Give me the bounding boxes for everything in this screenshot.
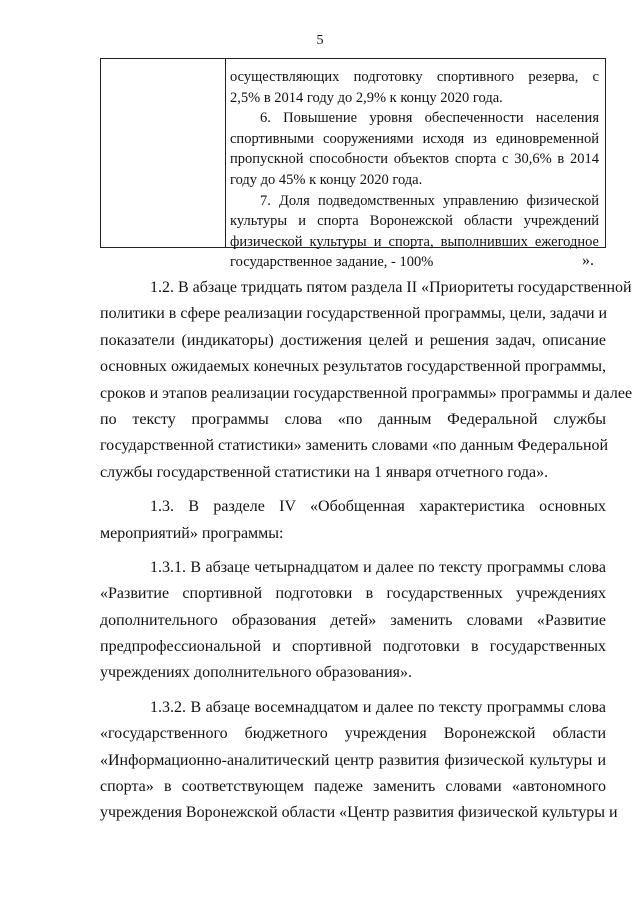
paragraph [100, 275, 633, 486]
paragraph-line: сроков и этапов реализации государственной программы» программы и далее [100, 384, 633, 402]
page-number: 5 [316, 33, 324, 48]
paragraph-line: учреждениях дополнительного образования». [100, 664, 413, 682]
table-cell-line: осуществляющих подготовку спортивного резерва, с [230, 69, 599, 85]
paragraph-gap [100, 486, 606, 494]
table-cell-line: государственное задание, - 100% [230, 254, 434, 271]
paragraph-line: 1.2. В абзаце тридцать пятом раздела II «Приоритеты государственной [150, 279, 632, 296]
paragraph-line: основных ожидаемых конечных результатов государственной программы, [100, 358, 606, 376]
paragraph-line: политики в сфере реализации государственной программы, цели, задачи и [100, 305, 608, 323]
paragraph-line: 1.3. В разделе IV «Обобщенная характеристика основных [150, 498, 606, 516]
paragraph-line: «государственного бюджетного учреждения Воронежской области [100, 725, 606, 743]
paragraph-line: «Информационно-аналитический центр развития физической культуры и [100, 751, 606, 769]
paragraph-line: службы государственной статистики на 1 января отчетного года». [100, 463, 549, 481]
table-cell-line: физической культуры и спорта, выполнивших ежегодное [230, 233, 599, 250]
paragraph-line: государственной статистики» заменить словами «по данным Федеральной [100, 437, 609, 455]
paragraph-gap [100, 547, 606, 555]
paragraph-line: дополнительного образования детей» заменить словами «Развитие [100, 611, 606, 629]
paragraph [100, 494, 606, 547]
paragraph-line: 1.3.1. В абзаце четырнадцатом и далее по тексту программы слова [150, 558, 606, 576]
table-cell-line: 6. Повышение уровня обеспеченности населения [260, 110, 599, 127]
table-text-cell [230, 67, 599, 273]
table-cell-line: культуры и спорта Воронежской области учреждений [230, 213, 599, 230]
paragraph-line: предпрофессиональной и спортивной подготовки в государственных [100, 638, 606, 656]
paragraph-line: учреждения Воронежской области «Центр развития физической культуры и [100, 804, 618, 822]
paragraph-line: показатели (индикаторы) достижения целей и решения задач, описание [100, 331, 606, 349]
closing-quote: ». [582, 252, 594, 269]
table-cell-line: спортивными сооружениями исходя из единовременной [230, 130, 599, 147]
table-cell-line: году до 45% к концу 2020 года. [230, 171, 423, 188]
paragraph-line: 1.3.2. В абзаце восемнадцатом и далее по тексту программы слова [150, 698, 606, 716]
document-body [100, 275, 633, 827]
paragraph [100, 555, 606, 687]
table-cell-line: 2,5% в 2014 году до 2,9% к концу 2020 года. [230, 89, 503, 106]
paragraph-gap [100, 687, 606, 695]
table-column-divider [225, 59, 226, 247]
paragraph [100, 695, 618, 827]
paragraph-line: «Развитие спортивной подготовки в государственных учреждениях [100, 585, 606, 603]
paragraph-line: спорта» в соответствующем падеже заменить словами «автономного [100, 778, 606, 796]
paragraph-line: по тексту программы слова «по данным Федеральной службы [100, 410, 606, 428]
indicators-table [100, 58, 606, 271]
table-cell-line: 7. Доля подведомственных управлению физической [260, 192, 599, 209]
paragraph-line: мероприятий» программы: [100, 524, 284, 542]
table-cell-line: пропускной способности объектов спорта с 30,6% в 2014 [230, 151, 599, 168]
